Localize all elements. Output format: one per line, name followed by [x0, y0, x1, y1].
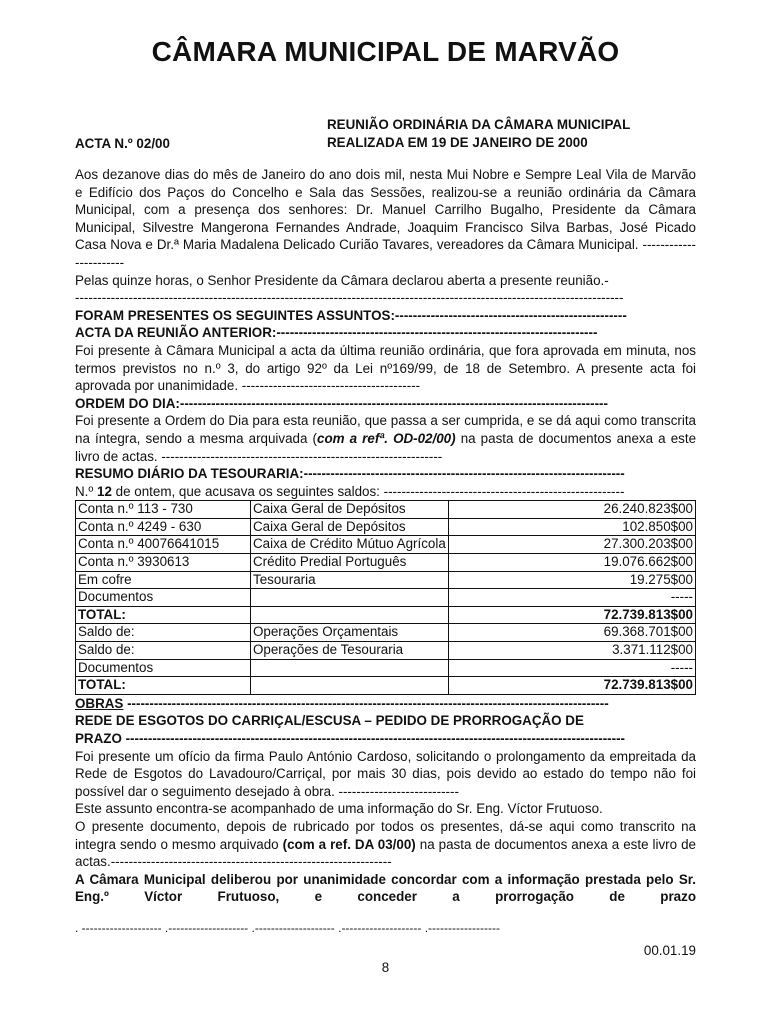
- rede-esgotos-heading-line-2: PRAZO ----------------------------------------------------------------------------------------------------------------: [75, 731, 626, 746]
- cell-amount: 3.371.112$00: [448, 642, 695, 660]
- ordem-text-end: na pasta de documentos anexa a este livro de actas. ---------------------------------------------------------------: [75, 430, 697, 464]
- cell-entity: Caixa Geral de Depósitos: [251, 518, 449, 536]
- cell-entity: [251, 677, 449, 695]
- table-row: [76, 518, 696, 536]
- section-heading-obras: [75, 695, 696, 713]
- section-heading-tesouraria: RESUMO DIÁRIO DA TESOURARIA:------------------------------------------------------------------------: [75, 466, 625, 482]
- table-row: [76, 677, 696, 695]
- table-row: [76, 501, 696, 519]
- tesouraria-intro-suffix: de ontem, que acusava os seguintes saldos: ------------------------------------------------------: [111, 483, 625, 499]
- cell-entity: Crédito Predial Português: [251, 554, 449, 572]
- cell-account: Conta n.º 4249 - 630: [76, 518, 251, 536]
- cell-entity: Operações de Tesouraria: [251, 642, 449, 660]
- table-row: [76, 642, 696, 660]
- balances-table: [75, 500, 696, 695]
- table-row: [76, 659, 696, 677]
- cell-amount: 72.739.813$00: [448, 677, 695, 695]
- documento-reference: (com a ref. DA 03/00): [282, 836, 416, 852]
- cell-account: Conta n.º 3930613: [76, 554, 251, 572]
- cell-amount: 27.300.203$00: [448, 536, 695, 554]
- deliberacao-text: A Câmara Municipal deliberou por unanimidade concordar com a informação prestada pelo Sr. Eng.º Víctor Frutuoso, e conceder a prorrogação de prazo: [75, 871, 696, 905]
- ordem-text-start: Foi presente a Ordem do Dia para esta reunião, que passa a ser cumprida, e se dá aqui como transcrita na íntegra, sendo a mesma arquivada (: [75, 413, 696, 446]
- cell-account: TOTAL:: [76, 677, 251, 695]
- table-row: [76, 589, 696, 607]
- acta-number: ACTA N.º 02/00: [75, 136, 170, 151]
- table-row: [76, 554, 696, 572]
- signature-lines: . -------------------- .-------------------- .-------------------- .-------------------- .------------------: [75, 920, 500, 935]
- documento-text-start: O presente documento, depois de rubricado por todos os presentes, dá-se aqui como transcrito na integra sendo o mesmo arquivado: [75, 818, 696, 852]
- cell-account: Em cofre: [76, 571, 251, 589]
- separator-line: ---------------------------------------------------------------------------------------------------------------------------: [75, 290, 624, 306]
- cell-account: Documentos: [76, 589, 251, 607]
- cell-amount: 19.275$00: [448, 571, 695, 589]
- tesouraria-intro-prefix: N.º: [75, 483, 98, 499]
- table-row: [76, 536, 696, 554]
- cell-account: Documentos: [76, 659, 251, 677]
- cell-entity: [251, 606, 449, 624]
- cell-entity: Caixa Geral de Depósitos: [251, 501, 449, 519]
- intro-paragraph: Aos dezanove dias do mês de Janeiro do ano dois mil, nesta Mui Nobre e Sempre Leal Vila de Marvão e Edifício dos Paços do Concelho e Sala das Sessões, realizou-se a reunião ordinária da Câmara Municipal, com a presença dos senhores: Dr. Manuel Carrilho Bugalho, Presidente da Câmara Municipal, Silvestre Mangerona Fernandes Andrade, Joaquim Francisco Silva Barbas, José Picado Casa Nova e Dr.ª Maria Madalena Delicado Curião Tavares, vereadores da Câmara Municipal. -----------------------: [75, 167, 696, 270]
- minutes-body: [75, 166, 696, 906]
- section-heading-acta-anterior: ACTA DA REUNIÃO ANTERIOR:------------------------------------------------------------------------: [75, 325, 598, 341]
- acta-anterior-text: Foi presente à Câmara Municipal a acta da última reunião ordinária, que fora aprovada em minuta, nos termos previstos no n.º 3, do artigo 92º da Lei nº169/99, de 18 de Setembro. A presente acta foi aprovada por unanimidade. ----------------------------------------: [75, 342, 696, 394]
- cell-amount: -----: [448, 589, 695, 607]
- cell-amount: 26.240.823$00: [448, 501, 695, 519]
- table-row: [76, 606, 696, 624]
- cell-amount: -----: [448, 659, 695, 677]
- cell-account: Saldo de:: [76, 642, 251, 660]
- meeting-description: [327, 116, 630, 151]
- page-number: 8: [381, 960, 390, 976]
- cell-entity: Caixa de Crédito Mútuo Agrícola: [251, 536, 449, 554]
- ordem-do-dia-text: [75, 412, 696, 465]
- meeting-header: [75, 116, 696, 154]
- meeting-line-1: REUNIÃO ORDINÁRIA DA CÂMARA MUNICIPAL: [327, 117, 631, 132]
- obras-title: OBRAS: [75, 695, 124, 711]
- cell-account: Conta n.º 40076641015: [76, 536, 251, 554]
- cell-account: Saldo de:: [76, 624, 251, 642]
- cell-account: Conta n.º 113 - 730: [76, 501, 251, 519]
- tesouraria-number: 12: [97, 483, 112, 499]
- cell-entity: Operações Orçamentais: [251, 624, 449, 642]
- cell-amount: 102.850$00: [448, 518, 695, 536]
- documento-text: [75, 818, 696, 871]
- table-row: [76, 571, 696, 589]
- opening-statement: Pelas quinze horas, o Senhor Presidente da Câmara declarou aberta a presente reunião.-: [75, 272, 609, 288]
- cell-amount: 72.739.813$00: [448, 606, 695, 624]
- cell-entity: Tesouraria: [251, 571, 449, 589]
- cell-entity: [251, 659, 449, 677]
- section-heading-ordem-do-dia: ORDEM DO DIA:------------------------------------------------------------------------------------------------: [75, 395, 608, 411]
- obras-dashes: ------------------------------------------------------------------------------------------------------------: [123, 695, 609, 711]
- ordem-reference: com a refª. OD-02/00): [317, 430, 456, 446]
- cell-amount: 19.076.662$00: [448, 554, 695, 572]
- tesouraria-intro: [75, 483, 696, 501]
- documento-text-end: na pasta de documentos anexa a este livro de actas.---------------------------------------------------------------: [75, 836, 696, 870]
- informacao-text: Este assunto encontra-se acompanhado de uma informação do Sr. Eng. Víctor Frutuoso.: [75, 801, 603, 817]
- cell-entity: [251, 589, 449, 607]
- cell-amount: 69.368.701$00: [448, 624, 695, 642]
- section-heading-assuntos: FORAM PRESENTES OS SEGUINTES ASSUNTOS:----------------------------------------------------: [75, 307, 627, 323]
- footer-date: 00.01.19: [643, 942, 696, 958]
- page-title: CÂMARA MUNICIPAL DE MARVÃO: [151, 36, 620, 67]
- oficio-text: Foi presente um ofício da firma Paulo António Cardoso, solicitando o prolongamento da empreitada da Rede de Esgotos do Lavadouro/Carriçal, por mais 30 dias, pois devido ao estado do tempo não foi possível dar o seguimento desejado à obra. ---------------------------: [75, 748, 696, 799]
- cell-account: TOTAL:: [76, 606, 251, 624]
- table-row: [76, 624, 696, 642]
- rede-esgotos-heading-line-1: REDE DE ESGOTOS DO CARRIÇAL/ESCUSA – PEDIDO DE PRORROGAÇÃO DE: [75, 713, 584, 729]
- meeting-line-2: REALIZADA EM 19 DE JANEIRO DE 2000: [327, 134, 588, 150]
